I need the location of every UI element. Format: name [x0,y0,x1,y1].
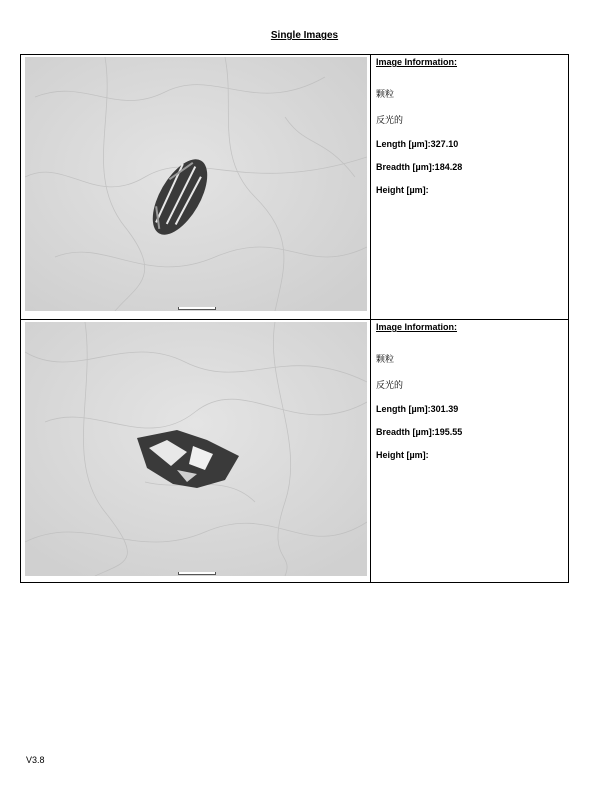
info-cell-2 [371,320,568,582]
page-title: Single Images [270,30,339,41]
info-heading-1: Image Information: [376,57,458,67]
length-value-2: Length [µm]:301.39 [376,404,459,414]
version-label: V3.8 [26,755,45,765]
type-label-1: 反光的 [376,115,404,125]
type-label-2: 反光的 [376,380,404,390]
particle-image-1 [25,57,367,311]
info-heading-2: Image Information: [376,322,458,332]
scale-bar-1 [178,307,216,310]
particle-image-2 [25,322,367,576]
breadth-value-2: Breadth [µm]:195.55 [376,427,463,437]
class-label-2: 颗粒 [376,354,395,364]
scale-bar-2 [178,572,216,575]
image-cell-1 [21,55,371,319]
class-label-1: 颗粒 [376,89,395,99]
breadth-value-1: Breadth [µm]:184.28 [376,162,463,172]
length-value-1: Length [µm]:327.10 [376,139,459,149]
height-value-2: Height [µm]: [376,450,429,460]
image-cell-2 [21,320,371,582]
image-row-2 [21,319,568,582]
single-images-table [20,54,569,583]
info-cell-1 [371,55,568,319]
height-value-1: Height [µm]: [376,185,429,195]
image-row-1 [21,55,568,319]
